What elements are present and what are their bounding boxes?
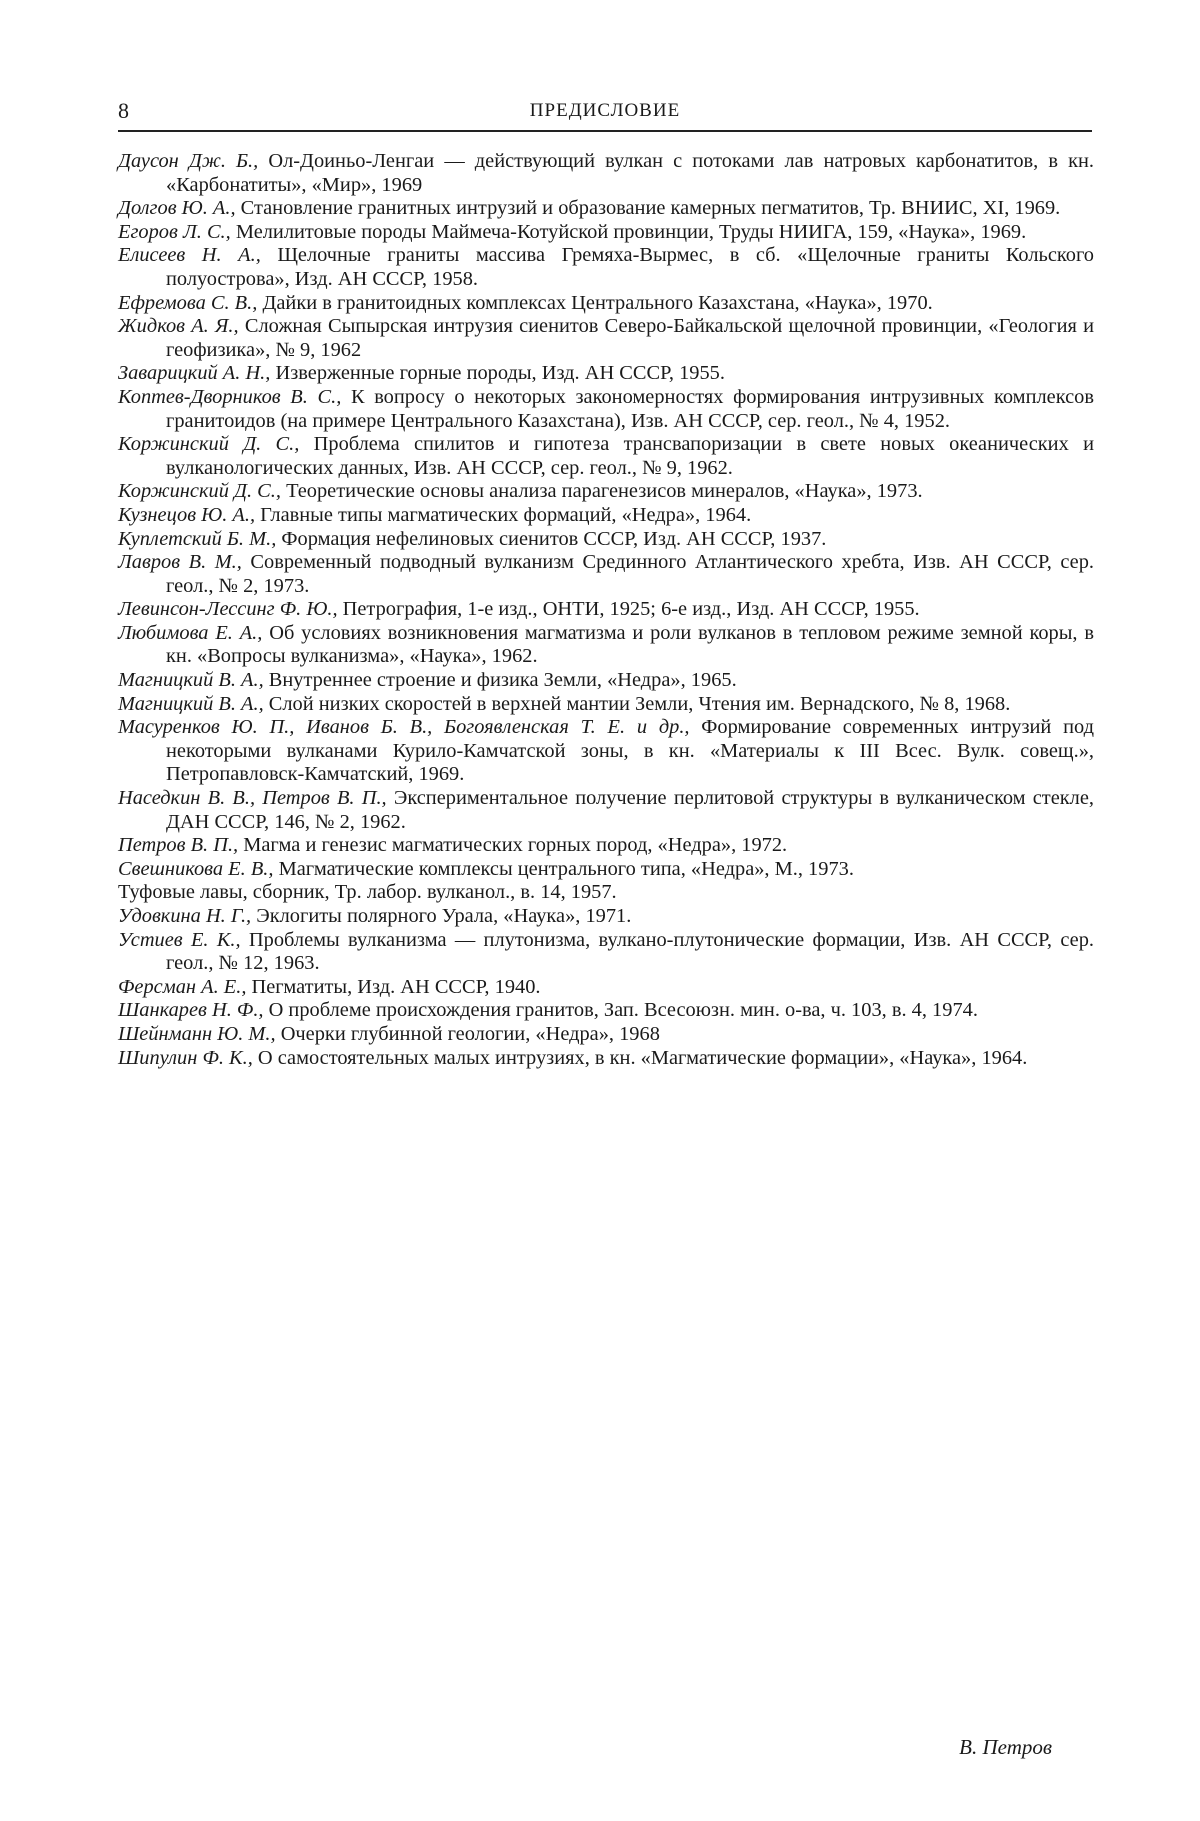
- reference-author: Устиев Е. К.,: [118, 928, 241, 951]
- reference-entry: [118, 693, 1094, 717]
- reference-text: Эклогиты полярного Урала, «Наука», 1971.: [251, 905, 632, 927]
- reference-entry: [118, 433, 1094, 480]
- reference-author: Кузнецов Ю. А.,: [118, 503, 256, 526]
- reference-text: Об условиях возникновения магматизма и роли вулканов в тепловом режиме земной коры, в кн. «Вопросы вулканизма», «Наука», 1962.: [166, 621, 1094, 668]
- reference-entry: [118, 716, 1094, 787]
- reference-text: Пегматиты, Изд. АН СССР, 1940.: [246, 975, 541, 998]
- reference-text: О самостоятельных малых интрузиях, в кн. «Магматические формации», «Наука», 1964.: [252, 1046, 1028, 1069]
- reference-text: Петрография, 1-е изд., ОНТИ, 1925; 6-е изд., Изд. АН СССР, 1955.: [337, 598, 920, 621]
- reference-author: Ефремова С. В.,: [118, 291, 258, 314]
- reference-text: Ол-Доиньо-Ленгаи — действующий вулкан с потоками лав натровых карбонатитов, в кн. «Карбонатиты», «Мир», 1969: [166, 150, 1094, 196]
- reference-entry: [118, 881, 1094, 905]
- reference-text: Проблемы вулканизма — плутонизма, вулкано-плутонические формации, Изв. АН СССР, сер. геол., № 12, 1963.: [166, 928, 1095, 975]
- reference-author: Коптев-Дворников В. С.,: [118, 385, 342, 408]
- reference-entry: [118, 1047, 1094, 1071]
- reference-author: Ферсман А. Е.,: [118, 975, 247, 998]
- reference-author: Наседкин В. В., Петров В. П.,: [118, 787, 387, 810]
- reference-entry: [118, 834, 1094, 858]
- reference-text: Туфовые лавы, сборник, Тр. лабор. вулканол., в. 14, 1957.: [118, 881, 617, 904]
- running-title: ПРЕДИСЛОВИЕ: [529, 100, 681, 121]
- reference-list: [118, 150, 1094, 1070]
- reference-author: Петров В. П.,: [118, 834, 239, 857]
- author-signature: В. Петров: [959, 1735, 1052, 1759]
- reference-entry: [118, 528, 1094, 552]
- reference-author: Лавров В. М.,: [118, 551, 242, 574]
- reference-author: Куплетский Б. М.,: [118, 527, 277, 550]
- reference-text: Мелилитовые породы Маймеча-Котуйской провинции, Труды НИИГА, 159, «Наука», 1969.: [230, 220, 1027, 243]
- reference-entry: [118, 976, 1094, 1000]
- reference-text: Щелочные граниты массива Гремяха-Вырмес, в сб. «Щелочные граниты Кольского полуострова», Изд. АН СССР, 1958.: [166, 244, 1094, 290]
- reference-entry: [118, 551, 1094, 598]
- reference-author: Коржинский Д. С.,: [118, 480, 281, 503]
- reference-text: Формирование современных интрузий под некоторыми вулканами Курило-Камчатской зоны, в кн. «Материалы к III Всес. Вулк. совещ.», Петропавловск-Камчатский, 1969.: [166, 716, 1094, 786]
- reference-entry: [118, 221, 1094, 245]
- reference-author: Удовкина Н. Г.,: [118, 905, 252, 927]
- reference-author: Магницкий В. А.,: [118, 692, 264, 715]
- reference-author: Магницкий В. А.,: [118, 669, 264, 692]
- reference-author: Шейнманн Ю. М.,: [118, 1022, 276, 1045]
- reference-entry: [118, 197, 1094, 221]
- page-header: [118, 92, 1092, 132]
- reference-author: Свешникова Е. В.,: [118, 857, 274, 880]
- reference-author: Елисеев Н. А.,: [118, 244, 261, 267]
- reference-entry: [118, 292, 1094, 316]
- reference-author: Долгов Ю. А.,: [118, 197, 236, 220]
- reference-entry: [118, 929, 1094, 976]
- reference-entry: [118, 386, 1094, 433]
- reference-author: Заварицкий А. Н.,: [118, 362, 271, 385]
- reference-entry: [118, 598, 1094, 622]
- reference-entry: [118, 622, 1094, 669]
- reference-text: Современный подводный вулканизм Срединного Атлантического хребта, Изв. АН СССР, сер. геол., № 2, 1973.: [166, 551, 1095, 597]
- reference-entry: [118, 244, 1094, 291]
- reference-entry: [118, 362, 1094, 386]
- reference-text: Становление гранитных интрузий и образование камерных пегматитов, Тр. ВНИИС, XI, 1969.: [235, 197, 1061, 220]
- reference-author: Шипулин Ф. К.,: [118, 1046, 253, 1069]
- reference-entry: [118, 150, 1094, 197]
- reference-entry: [118, 1023, 1094, 1047]
- reference-author: Шанкарев Н. Ф.,: [118, 999, 264, 1022]
- reference-text: Сложная Сыпырская интрузия сиенитов Северо-Байкальской щелочной провинции, «Геология и геофизика», № 9, 1962: [166, 315, 1095, 361]
- reference-entry: [118, 315, 1094, 362]
- reference-text: Формация нефелиновых сиенитов СССР, Изд. АН СССР, 1937.: [276, 527, 827, 550]
- reference-text: Магма и генезис магматических горных пород, «Недра», 1972.: [238, 834, 788, 857]
- reference-text: Главные типы магматических формаций, «Недра», 1964.: [255, 503, 752, 526]
- reference-text: Проблема спилитов и гипотеза трансвапоризации в свете новых океанических и вулканологических данных, Изв. АН СССР, сер. геол., № 9, 1962.: [166, 433, 1094, 479]
- page-number: 8: [118, 98, 129, 123]
- reference-entry: [118, 999, 1094, 1023]
- reference-entry: [118, 787, 1094, 834]
- reference-text: Экспериментальное получение перлитовой структуры в вулканическом стекле, ДАН СССР, 146, № 2, 1962.: [166, 787, 1094, 833]
- reference-author: Даусон Дж. Б.,: [118, 150, 259, 172]
- reference-text: Очерки глубинной геологии, «Недра», 1968: [275, 1022, 660, 1045]
- reference-author: Масуренков Ю. П., Иванов Б. В., Богоявленская Т. Е. и др.,: [118, 716, 690, 739]
- reference-author: Коржинский Д. С.,: [118, 433, 300, 456]
- reference-text: Слой низких скоростей в верхней мантии Земли, Чтения им. Вернадского, № 8, 1968.: [263, 692, 1011, 715]
- reference-entry: [118, 858, 1094, 882]
- reference-entry: [118, 669, 1094, 693]
- reference-entry: [118, 480, 1094, 504]
- reference-text: Изверженные горные породы, Изд. АН СССР, 1955.: [270, 362, 725, 385]
- reference-author: Егоров Л. С.,: [118, 220, 231, 243]
- reference-text: О проблеме происхождения гранитов, Зап. Всесоюзн. мин. о-ва, ч. 103, в. 4, 1974.: [263, 999, 978, 1022]
- reference-entry: [118, 905, 1094, 929]
- reference-author: Любимова Е. А.,: [118, 621, 263, 644]
- reference-entry: [118, 504, 1094, 528]
- reference-text: Теоретические основы анализа парагенезисов минералов, «Наука», 1973.: [280, 480, 923, 503]
- reference-text: К вопросу о некоторых закономерностях формирования интрузивных комплексов гранитоидов (на примере Центрального Казахстана), Изв. АН СССР, сер. геол., № 4, 1952.: [166, 385, 1094, 432]
- reference-text: Магматические комплексы центрального типа, «Недра», М., 1973.: [273, 857, 854, 880]
- reference-author: Левинсон-Лессинг Ф. Ю.,: [118, 598, 338, 621]
- reference-text: Внутреннее строение и физика Земли, «Недра», 1965.: [263, 669, 737, 692]
- reference-text: Дайки в гранитоидных комплексах Центрального Казахстана, «Наука», 1970.: [257, 291, 933, 314]
- reference-author: Жидков А. Я.,: [118, 315, 239, 338]
